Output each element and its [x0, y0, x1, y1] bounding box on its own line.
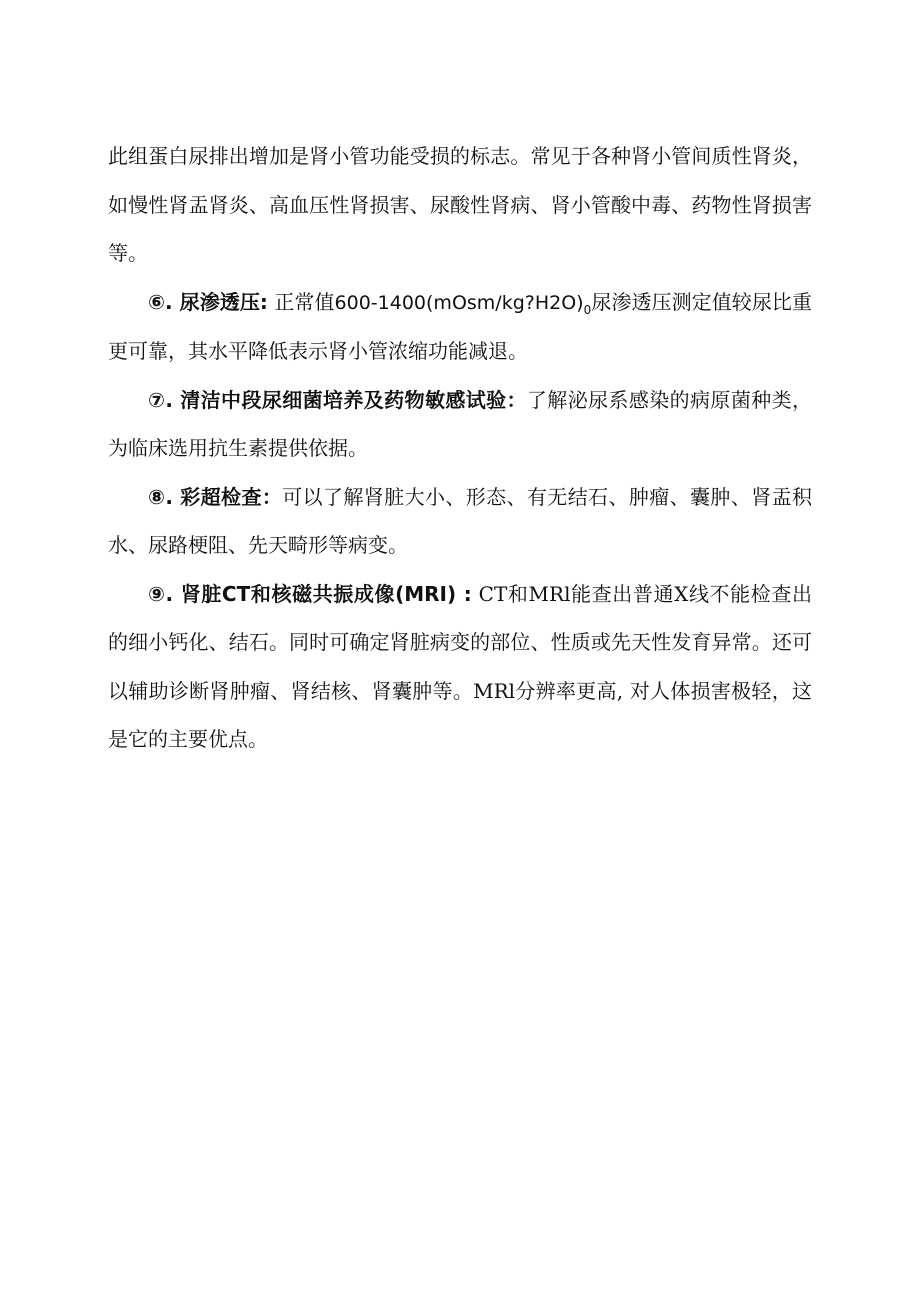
- section-heading-urine-osmolality: ⑥. 尿渗透压:: [148, 289, 268, 314]
- subscript-mark: 0: [583, 302, 592, 317]
- paragraph-text: CT和MRl能查出普通X线不能检查出的细小钙化、结石。同时可确定肾脏病变的部位、性质或先天性发育异常。还可以辅助诊断肾肿瘤、肾结核、肾囊肿等。MRl分辨率更高, 对人体损害极轻，这是它的主要优点。: [108, 581, 812, 751]
- paragraph-urine-culture: [108, 376, 812, 473]
- section-heading-ultrasound: ⑧. 彩超检查：: [148, 484, 283, 509]
- paragraph-text: 可以了解肾脏大小、形态、有无结石、肿瘤、囊肿、肾盂积水、尿路梗阻、先天畸形等病变。: [108, 484, 812, 557]
- normal-value-range: 600-1400(mOsm/kg?H2O): [334, 291, 584, 314]
- section-heading-urine-culture: ⑦. 清洁中段尿细菌培养及药物敏感试验：: [148, 387, 527, 412]
- section-heading-ct-mri: ⑨. 肾脏CT和核磁共振成像(MRI) :: [148, 581, 472, 606]
- paragraph-ct-mri: [108, 570, 812, 764]
- paragraph-urine-osmolality: [108, 278, 812, 376]
- paragraph-text: 正常值: [267, 289, 335, 314]
- paragraph-text: 此组蛋白尿排出增加是肾小管功能受损的标志。常见于各种肾小管间质性肾炎，如慢性肾盂肾炎、高血压性肾损害、尿酸性肾病、肾小管酸中毒、药物性肾损害等。: [108, 144, 812, 265]
- paragraph-ultrasound: [108, 473, 812, 570]
- paragraph-text: 了解泌尿系感染的病原菌种类，为临床选用抗生素提供依据。: [108, 387, 812, 460]
- paragraph-protein-urine: [108, 132, 812, 278]
- paragraph-text: 尿渗透压测定值较尿比重更可靠，其水平降低表示肾小管浓缩功能减退。: [108, 289, 813, 363]
